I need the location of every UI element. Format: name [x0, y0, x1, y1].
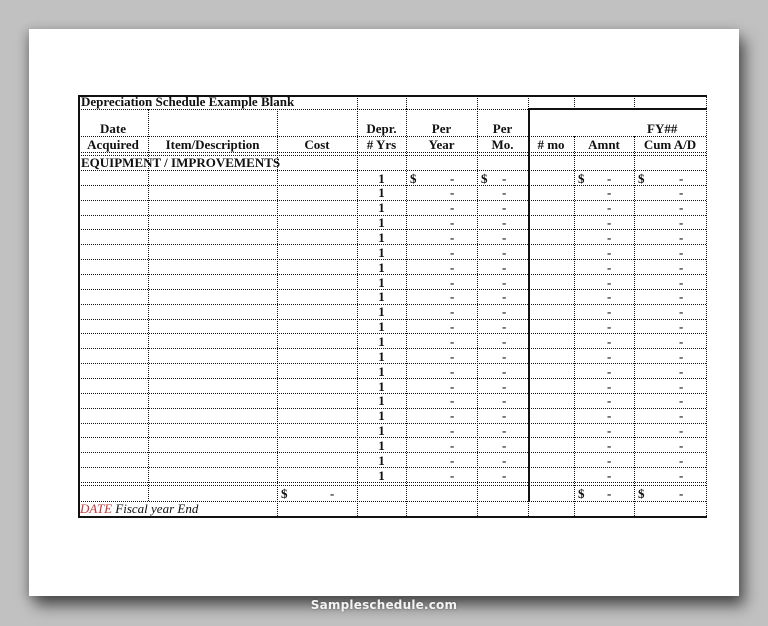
row-cum-value: -: [679, 393, 684, 409]
row-cum-currency: $: [638, 170, 645, 186]
row-per-mo-value: -: [502, 348, 507, 364]
total-cost-currency: $: [281, 486, 288, 501]
schedule-title: Depreciation Schedule Example Blank: [81, 94, 295, 109]
grid-hline: [78, 136, 528, 137]
header-fiscal-year: [647, 121, 677, 136]
row-cum-value: -: [679, 229, 684, 245]
row-cum-value: -: [679, 452, 684, 468]
row-amnt-value: -: [607, 304, 612, 320]
row-per-mo-value: -: [502, 185, 507, 201]
grid-hline: [78, 333, 706, 334]
row-depr-years: 1: [378, 200, 385, 216]
row-cum-value: -: [679, 289, 684, 305]
row-depr-years: 1: [378, 274, 385, 290]
grid-hline: [78, 467, 706, 468]
row-per-year-value: -: [450, 437, 455, 453]
grid-hline: [78, 185, 706, 186]
grid-vline: [634, 136, 635, 516]
grid-hline: [78, 516, 707, 518]
row-amnt-value: -: [607, 437, 612, 453]
fy-label: FY##: [647, 121, 678, 136]
row-depr-years: 1: [378, 408, 385, 424]
row-per-year-value: -: [450, 185, 455, 201]
grid-hline: [78, 109, 528, 110]
grid-vline: [406, 109, 407, 516]
row-per-year-value: -: [450, 259, 455, 275]
row-per-mo-value: -: [502, 215, 507, 231]
row-per-year-value: -: [450, 408, 455, 424]
row-cum-value: -: [679, 467, 684, 483]
row-cum-value: -: [679, 200, 684, 216]
row-amnt-value: -: [607, 185, 612, 201]
row-amnt-value: -: [607, 274, 612, 290]
fiscal-year-end-note: [80, 501, 198, 516]
header-per-mo-top: Per: [492, 121, 513, 136]
row-per-mo-value: -: [502, 200, 507, 216]
row-depr-years: 1: [378, 363, 385, 379]
row-depr-years: 1: [378, 319, 385, 335]
row-depr-years: 1: [378, 244, 385, 260]
row-per-year-value: -: [450, 319, 455, 335]
row-cum-value: -: [679, 408, 684, 424]
total-cum-currency: $: [638, 486, 645, 501]
row-amnt-value: -: [607, 244, 612, 260]
grid-vline: [357, 95, 358, 109]
row-cum-value: -: [679, 215, 684, 231]
grid-hline: [78, 274, 706, 275]
row-per-mo-value: -: [502, 467, 507, 483]
row-amnt-value: -: [607, 289, 612, 305]
row-depr-years: 1: [378, 437, 385, 453]
row-cum-value: -: [679, 274, 684, 290]
row-depr-years: 1: [378, 259, 385, 275]
row-depr-years: 1: [378, 229, 385, 245]
row-cum-value: -: [679, 423, 684, 439]
row-per-year-value: -: [450, 274, 455, 290]
row-cum-value: -: [679, 259, 684, 275]
grid-vline: [477, 95, 478, 109]
header-num-mo: # mo: [537, 137, 565, 152]
row-per-mo-currency: $: [481, 170, 488, 186]
grid-vline: [148, 109, 149, 501]
header-mo: Mo.: [491, 137, 514, 152]
row-cum-value: -: [679, 244, 684, 260]
header-date: Date: [100, 121, 126, 136]
grid-hline: [78, 95, 707, 97]
grid-hline: [78, 304, 706, 305]
row-cum-value: -: [679, 348, 684, 364]
row-amnt-value: -: [607, 215, 612, 231]
row-per-year-value: -: [450, 333, 455, 349]
row-amnt-value: -: [607, 170, 612, 186]
grid-vline: [477, 109, 478, 516]
row-per-year-value: -: [450, 200, 455, 216]
grid-vline: [574, 136, 575, 516]
fiscal-year-end-label: Fiscal year End: [115, 501, 199, 516]
row-per-year-value: -: [450, 363, 455, 379]
header-per-year-top: Per: [431, 121, 452, 136]
row-per-mo-value: -: [502, 452, 507, 468]
row-depr-years: 1: [378, 333, 385, 349]
grid-hline: [78, 259, 706, 260]
row-amnt-value: -: [607, 229, 612, 245]
row-depr-years: 1: [378, 467, 385, 483]
row-amnt-value: -: [607, 378, 612, 394]
row-cum-value: -: [679, 319, 684, 335]
grid-hline: [78, 501, 706, 502]
row-per-year-value: -: [450, 229, 455, 245]
grid-vline: [78, 95, 80, 518]
grid-hline: [78, 244, 706, 245]
grid-hline: [78, 229, 706, 230]
grid-vline: [528, 501, 529, 516]
grid-hline: [78, 319, 706, 320]
row-amnt-value: -: [607, 408, 612, 424]
row-per-year-value: -: [450, 304, 455, 320]
row-per-year-value: -: [450, 348, 455, 364]
row-amnt-value: -: [607, 423, 612, 439]
row-per-year-value: -: [450, 170, 455, 186]
grid-hline: [78, 482, 706, 483]
row-amnt-value: -: [607, 348, 612, 364]
total-amnt-currency: $: [578, 486, 585, 501]
row-per-mo-value: -: [502, 393, 507, 409]
grid-vline: [706, 95, 707, 518]
grid-hline: [528, 136, 706, 137]
row-depr-years: 1: [378, 170, 385, 186]
grid-vline: [406, 95, 407, 109]
row-cum-value: -: [679, 437, 684, 453]
row-per-mo-value: -: [502, 170, 507, 186]
row-cum-value: -: [679, 170, 684, 186]
header-yrs: # Yrs: [366, 137, 397, 152]
grid-hline: [78, 378, 706, 379]
row-per-mo-value: -: [502, 378, 507, 394]
row-per-year-currency: $: [410, 170, 417, 186]
grid-vline: [277, 109, 278, 516]
total-cost-value: -: [330, 486, 335, 501]
row-amnt-currency: $: [578, 170, 585, 186]
row-per-mo-value: -: [502, 304, 507, 320]
row-per-year-value: -: [450, 244, 455, 260]
row-per-year-value: -: [450, 289, 455, 305]
row-cum-value: -: [679, 304, 684, 320]
grid-hline: [78, 215, 706, 216]
total-amnt-value: -: [607, 486, 612, 501]
grid-hline: [78, 452, 706, 453]
date-placeholder: DATE: [80, 501, 113, 516]
header-cum-ad: Cum A/D: [643, 137, 697, 152]
grid-vline: [634, 95, 635, 109]
watermark: Sampleschedule.com: [310, 598, 458, 612]
grid-hline: [78, 485, 706, 486]
row-depr-years: 1: [378, 348, 385, 364]
row-per-mo-value: -: [502, 363, 507, 379]
row-per-mo-value: -: [502, 408, 507, 424]
grid-hline: [528, 108, 707, 110]
row-depr-years: 1: [378, 185, 385, 201]
row-depr-years: 1: [378, 289, 385, 305]
header-cost: Cost: [304, 137, 330, 152]
grid-hline: [78, 170, 706, 171]
row-per-year-value: -: [450, 423, 455, 439]
row-cum-value: -: [679, 333, 684, 349]
row-depr-years: 1: [378, 304, 385, 320]
row-per-mo-value: -: [502, 229, 507, 245]
row-amnt-value: -: [607, 363, 612, 379]
section-equipment-improvements: EQUIPMENT / IMPROVEMENTS: [81, 155, 281, 170]
grid-hline: [78, 200, 706, 201]
row-depr-years: 1: [378, 423, 385, 439]
header-year: Year: [428, 137, 455, 152]
row-per-mo-value: -: [502, 274, 507, 290]
header-item-description: Item/Description: [165, 137, 260, 152]
row-per-year-value: -: [450, 378, 455, 394]
row-depr-years: 1: [378, 393, 385, 409]
grid-hline: [78, 155, 706, 156]
row-per-year-value: -: [450, 215, 455, 231]
total-cum-value: -: [679, 486, 684, 501]
row-per-mo-value: -: [502, 437, 507, 453]
row-per-mo-value: -: [502, 244, 507, 260]
grid-hline: [78, 437, 706, 438]
row-amnt-value: -: [607, 467, 612, 483]
header-amnt: Amnt: [588, 137, 620, 152]
row-per-mo-value: -: [502, 333, 507, 349]
grid-hline: [78, 152, 706, 153]
grid-vline: [357, 109, 358, 516]
row-amnt-value: -: [607, 393, 612, 409]
grid-hline: [78, 363, 706, 364]
row-per-mo-value: -: [502, 423, 507, 439]
row-cum-value: -: [679, 185, 684, 201]
row-per-mo-value: -: [502, 259, 507, 275]
grid-hline: [78, 289, 706, 290]
row-amnt-value: -: [607, 200, 612, 216]
row-cum-value: -: [679, 363, 684, 379]
grid-hline: [78, 348, 706, 349]
header-depr: Depr.: [366, 121, 397, 136]
grid-vline: [528, 109, 530, 501]
row-amnt-value: -: [607, 333, 612, 349]
row-depr-years: 1: [378, 378, 385, 394]
row-per-mo-value: -: [502, 289, 507, 305]
row-amnt-value: -: [607, 452, 612, 468]
row-amnt-value: -: [607, 319, 612, 335]
row-depr-years: 1: [378, 452, 385, 468]
row-per-year-value: -: [450, 452, 455, 468]
row-cum-value: -: [679, 378, 684, 394]
row-depr-years: 1: [378, 215, 385, 231]
grid-vline: [574, 95, 575, 109]
header-acquired: Acquired: [87, 137, 139, 152]
grid-hline: [78, 423, 706, 424]
grid-vline: [528, 95, 529, 109]
row-per-mo-value: -: [502, 319, 507, 335]
row-per-year-value: -: [450, 467, 455, 483]
row-per-year-value: -: [450, 393, 455, 409]
row-amnt-value: -: [607, 259, 612, 275]
grid-hline: [78, 408, 706, 409]
grid-hline: [78, 393, 706, 394]
